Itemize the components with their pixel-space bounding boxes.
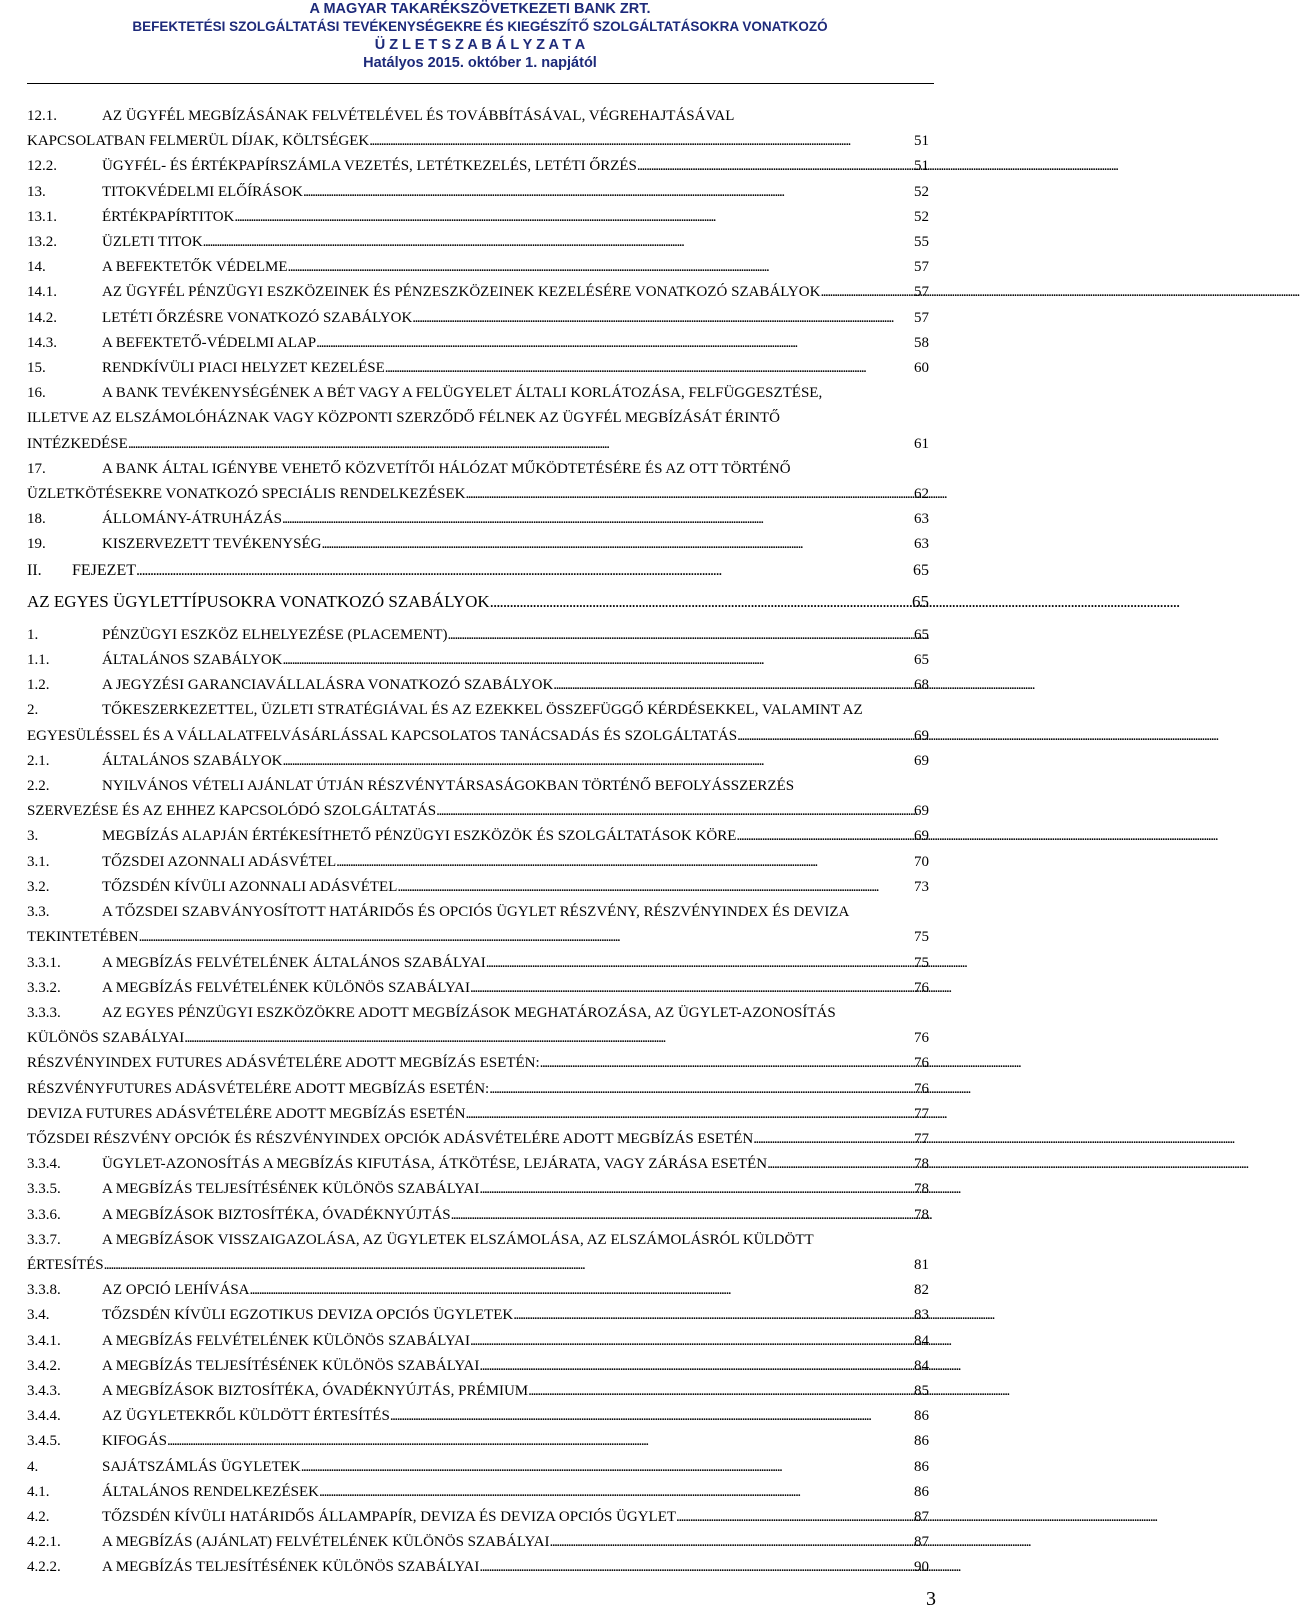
toc-entry-page: 86 <box>914 1408 929 1425</box>
toc-entry-title: A MEGBÍZÁS (AJÁNLAT) FELVÉTELÉNEK KÜLÖNÖS SZABÁLYAI <box>102 1534 550 1551</box>
toc-entry-title: ÜGYLET-AZONOSÍTÁS A MEGBÍZÁS KIFUTÁSA, ÁTKÖTÉSE, LEJÁRATA, VAGY ZÁRÁSA ESETÉN <box>102 1156 768 1173</box>
toc-entry-page: 90 <box>914 1559 929 1576</box>
toc-entry-number: 19. <box>27 536 46 553</box>
toc-leader-dots <box>479 1555 912 1580</box>
toc-entry-page: 63 <box>914 536 929 553</box>
toc-entry-title: ÁLTALÁNOS SZABÁLYOK <box>102 652 283 669</box>
toc-leader-dots <box>321 532 912 557</box>
toc-entry[interactable] <box>27 1127 929 1152</box>
toc-entry-page: 69 <box>914 803 929 820</box>
toc-leader-dots <box>736 824 912 849</box>
toc-entry-page: 75 <box>914 954 929 971</box>
toc-entry[interactable] <box>27 976 929 1001</box>
toc-leader-dots <box>288 255 912 280</box>
toc-entry-number: 4.2.2. <box>27 1559 61 1576</box>
toc-leader-dots <box>369 129 912 154</box>
toc-entry-page: 86 <box>914 1433 929 1450</box>
toc-entry-title: ÁLTALÁNOS SZABÁLYOK <box>102 752 283 769</box>
toc-leader-dots <box>767 1152 912 1177</box>
toc-entry-page: 75 <box>914 929 929 946</box>
toc-entry-number: 4.1. <box>27 1483 50 1500</box>
toc-entry-page: 57 <box>914 284 929 301</box>
toc-entry-page: 84 <box>914 1332 929 1349</box>
toc-entry-title: A MEGBÍZÁSOK VISSZAIGAZOLÁSA, AZ ÜGYLETEK ELSZÁMOLÁSA, AZ ELSZÁMOLÁSRÓL KÜLDÖTT <box>102 1231 814 1248</box>
toc-entry-page: 61 <box>914 435 929 452</box>
toc-leader-dots <box>128 432 912 457</box>
toc-entry-title: A MEGBÍZÁS FELVÉTELÉNEK KÜLÖNÖS SZABÁLYAI <box>102 979 470 996</box>
toc-entry[interactable] <box>27 205 929 230</box>
toc-entry-title: A MEGBÍZÁS TELJESÍTÉSÉNEK KÜLÖNÖS SZABÁLYAI <box>102 1357 480 1374</box>
toc-entry[interactable] <box>27 280 929 305</box>
toc-entry[interactable] <box>27 673 929 698</box>
toc-entry-title: A BEFEKTETŐ-VÉDELMI ALAP <box>102 334 317 351</box>
page-number: 3 <box>926 1588 936 1610</box>
toc-leader-dots <box>136 558 911 583</box>
toc-entry-number: 13. <box>27 183 46 200</box>
toc-entry-title: AZ EGYES PÉNZÜGYI ESZKÖZÖKRE ADOTT MEGBÍZÁSOK MEGHATÁROZÁSA, AZ ÜGYLET-AZONOSÍTÁS <box>102 1004 836 1021</box>
effective-date: Hatályos 2015. október 1. napjától <box>363 55 597 71</box>
toc-leader-dots <box>203 230 912 255</box>
toc-entry-title: A BEFEKTETŐK VÉDELME <box>102 259 288 276</box>
toc-entry-title: TŐKESZERKEZETTEL, ÜZLETI STRATÉGIÁVAL ÉS AZ EZEKKEL ÖSSZEFÜGGŐ KÉRDÉSEKKEL, VALAMINT AZ <box>102 702 863 719</box>
toc-entry-page: 69 <box>914 727 929 744</box>
toc-leader-dots <box>301 1455 912 1480</box>
toc-entry-page: 82 <box>914 1282 929 1299</box>
toc-entry[interactable] <box>27 850 929 875</box>
toc-leader-dots <box>753 1127 912 1152</box>
toc-entry[interactable] <box>27 1228 929 1278</box>
toc-entry-number: 12.1. <box>27 108 57 124</box>
toc-entry-page: 84 <box>914 1357 929 1374</box>
toc-entry[interactable] <box>27 824 929 849</box>
toc-entry-page: 65 <box>914 652 929 669</box>
toc-entry-page: 73 <box>914 878 929 895</box>
toc-entry-number: 12.2. <box>27 158 57 175</box>
toc-entry[interactable] <box>27 532 929 557</box>
toc-entry-page: 65 <box>914 626 929 643</box>
toc-leader-dots <box>316 331 912 356</box>
toc-leader-dots <box>820 280 912 305</box>
toc-entry-page: 65 <box>913 561 929 579</box>
toc-leader-dots <box>637 154 912 179</box>
toc-leader-dots <box>282 507 912 532</box>
toc-entry-title: INTÉZKEDÉSE <box>27 435 128 452</box>
toc-entry-title: EGYESÜLÉSSEL ÉS A VÁLLALATFELVÁSÁRLÁSSAL KAPCSOLATOS TANÁCSADÁS ÉS SZOLGÁLTATÁS <box>27 727 738 744</box>
toc-entry-number: 3.3.8. <box>27 1282 61 1299</box>
toc-leader-dots <box>676 1505 912 1530</box>
toc-leader-dots <box>336 850 912 875</box>
toc-entry-number: 14. <box>27 259 46 276</box>
toc-entry[interactable] <box>27 774 929 824</box>
toc-entry-page: 76 <box>914 1030 929 1047</box>
toc-entry-number: 3.3.1. <box>27 954 61 971</box>
toc-entry[interactable] <box>27 180 929 205</box>
toc-entry-title: AZ EGYES ÜGYLETTÍPUSOKRA VONATKOZÓ SZABÁLYOK <box>27 591 490 611</box>
toc-entry-number: 2. <box>27 702 39 719</box>
toc-entry-number: 18. <box>27 511 46 528</box>
toc-entry-title: RENDKÍVÜLI PIACI HELYZET KEZELÉSE <box>102 360 385 377</box>
toc-leader-dots <box>479 1177 912 1202</box>
toc-entry[interactable] <box>27 255 929 280</box>
toc-entry[interactable] <box>27 1177 929 1202</box>
toc-entry-title: A JEGYZÉSI GARANCIAVÁLLALÁSRA VONATKOZÓ SZABÁLYOK <box>102 677 554 694</box>
toc-leader-dots <box>139 925 912 950</box>
toc-entry[interactable] <box>27 875 929 900</box>
toc-leader-dots <box>470 976 912 1001</box>
toc-entry-page: 51 <box>914 158 929 175</box>
document-title: Ü Z L E T S Z A B Á L Y Z A T A <box>374 37 586 53</box>
toc-entry[interactable] <box>27 1354 929 1379</box>
toc-leader-dots <box>528 1379 912 1404</box>
toc-entry-title: KÜLÖNÖS SZABÁLYAI <box>27 1030 185 1047</box>
toc-entry[interactable] <box>27 951 929 976</box>
toc-entry-title: TŐZSDEI RÉSZVÉNY OPCIÓK ÉS RÉSZVÉNYINDEX OPCIÓK ADÁSVÉTELÉRE ADOTT MEGBÍZÁS ESETÉN <box>27 1130 754 1147</box>
toc-entry-page: 76 <box>914 1080 929 1097</box>
toc-leader-dots <box>470 1329 912 1354</box>
toc-entry-number: 3.4.5. <box>27 1433 61 1450</box>
toc-entry[interactable] <box>27 356 929 381</box>
toc-entry-number: II. <box>27 561 42 579</box>
toc-entry[interactable] <box>27 1505 929 1530</box>
toc-entry-number: 14.3. <box>27 334 57 351</box>
table-of-contents <box>27 104 929 1581</box>
toc-entry-number: 3.3.7. <box>27 1231 61 1248</box>
toc-entry-title: A BANK ÁLTAL IGÉNYBE VEHETŐ KÖZVETÍTŐI HÁLÓZAT MŰKÖDTETÉSÉRE ÉS AZ OTT TÖRTÉNŐ <box>102 460 791 477</box>
toc-entry-title: PÉNZÜGYI ESZKÖZ ELHELYEZÉSE (PLACEMENT) <box>102 626 448 643</box>
toc-entry-page: 65 <box>912 591 929 611</box>
toc-entry-page: 83 <box>914 1307 929 1324</box>
toc-entry-number: 3.3.6. <box>27 1206 61 1223</box>
toc-entry-page: 70 <box>914 853 929 870</box>
toc-entry-title: KIFOGÁS <box>102 1433 168 1450</box>
toc-leader-dots <box>234 205 912 230</box>
toc-entry-page: 69 <box>914 752 929 769</box>
toc-entry[interactable] <box>27 331 929 356</box>
toc-leader-dots <box>465 482 912 507</box>
toc-leader-dots <box>436 799 912 824</box>
toc-entry[interactable] <box>27 1429 929 1454</box>
toc-entry-title: ÜZLETI TITOK <box>102 234 203 251</box>
toc-entry-title: TŐZSDÉN KÍVÜLI AZONNALI ADÁSVÉTEL <box>102 878 398 895</box>
toc-entry-title: ILLETVE AZ ELSZÁMOLÓHÁZNAK VAGY KÖZPONTI SZERZŐDŐ FÉLNEK AZ ÜGYFÉL MEGBÍZÁSÁT ÉRINTŐ <box>27 410 781 427</box>
toc-entry-page: 78 <box>914 1181 929 1198</box>
toc-entry-title: MEGBÍZÁS ALAPJÁN ÉRTÉKESÍTHETŐ PÉNZÜGYI ESZKÖZÖK ÉS SZOLGÁLTATÁSOK KÖRE <box>102 828 737 845</box>
toc-leader-dots <box>283 749 913 774</box>
toc-entry-number: 3. <box>27 828 39 845</box>
toc-leader-dots <box>553 673 912 698</box>
toc-leader-dots <box>250 1278 913 1303</box>
toc-entry[interactable] <box>27 558 929 583</box>
toc-entry-title: TITOKVÉDELMI ELŐÍRÁSOK <box>102 183 303 200</box>
toc-entry-page: 68 <box>914 677 929 694</box>
toc-entry-title: NYILVÁNOS VÉTELI AJÁNLAT ÚTJÁN RÉSZVÉNYTÁRSASÁGOKBAN TÖRTÉNŐ BEFOLYÁSSZERZÉS <box>102 778 795 795</box>
toc-leader-dots <box>412 306 912 331</box>
toc-entry[interactable] <box>27 648 929 673</box>
toc-entry-page: 78 <box>914 1156 929 1173</box>
document-header <box>0 0 960 72</box>
toc-leader-dots <box>390 1404 912 1429</box>
toc-entry-title: A MEGBÍZÁS TELJESÍTÉSÉNEK KÜLÖNÖS SZABÁLYAI <box>102 1559 480 1576</box>
toc-entry-number: 3.3.5. <box>27 1181 61 1198</box>
toc-entry-title: AZ OPCIÓ LEHÍVÁSA <box>102 1282 250 1299</box>
toc-entry[interactable] <box>27 1077 929 1102</box>
toc-entry-number: 1. <box>27 626 39 643</box>
toc-entry-title: TŐZSDÉN KÍVÜLI EGZOTIKUS DEVIZA OPCIÓS ÜGYLETEK <box>102 1307 514 1324</box>
toc-leader-dots <box>397 875 912 900</box>
toc-entry-number: 3.1. <box>27 853 50 870</box>
toc-entry-page: 85 <box>914 1382 929 1399</box>
toc-entry-title: ÜGYFÉL- ÉS ÉRTÉKPAPÍRSZÁMLA VEZETÉS, LETÉTKEZELÉS, LETÉTI ŐRZÉS <box>102 158 637 175</box>
toc-entry-title: KAPCSOLATBAN FELMERÜL DÍJAK, KÖLTSÉGEK <box>27 133 370 150</box>
toc-leader-dots <box>540 1051 912 1076</box>
toc-entry-title: KISZERVEZETT TEVÉKENYSÉG <box>102 536 322 553</box>
toc-entry[interactable] <box>27 306 929 331</box>
toc-entry-title: A BANK TEVÉKENYSÉGÉNEK A BÉT VAGY A FELÜGYELET ÁLTALI KORLÁTOZÁSA, FELFÜGGESZTÉSE, <box>102 385 823 402</box>
toc-entry[interactable] <box>27 457 929 507</box>
toc-entry-number: 3.3.3. <box>27 1004 61 1021</box>
toc-entry-number: 16. <box>27 385 46 402</box>
toc-leader-dots <box>479 1354 912 1379</box>
toc-entry[interactable] <box>27 507 929 532</box>
toc-entry-title: A TŐZSDEI SZABVÁNYOSÍTOTT HATÁRIDŐS ÉS OPCIÓS ÜGYLET RÉSZVÉNY, RÉSZVÉNYINDEX ÉS DEVIZA <box>102 904 850 921</box>
toc-entry[interactable] <box>27 154 929 179</box>
toc-entry-title: SAJÁTSZÁMLÁS ÜGYLETEK <box>102 1458 301 1475</box>
toc-entry-number: 3.4.4. <box>27 1408 61 1425</box>
toc-entry-number: 2.1. <box>27 752 50 769</box>
toc-entry-page: 55 <box>914 234 929 251</box>
toc-entry-title: TEKINTETÉBEN <box>27 929 139 946</box>
toc-entry-page: 78 <box>914 1206 929 1223</box>
toc-entry[interactable] <box>27 1555 929 1580</box>
toc-entry[interactable] <box>27 381 929 457</box>
toc-entry-number: 3.3.2. <box>27 979 61 996</box>
toc-entry[interactable] <box>27 230 929 255</box>
toc-leader-dots <box>167 1429 912 1454</box>
toc-entry-number: 4.2. <box>27 1508 50 1525</box>
toc-entry-title: RÉSZVÉNYINDEX FUTURES ADÁSVÉTELÉRE ADOTT MEGBÍZÁS ESETÉN: <box>27 1055 540 1072</box>
toc-entry-page: 76 <box>914 979 929 996</box>
toc-entry-number: 4. <box>27 1458 39 1475</box>
toc-entry-number: 17. <box>27 460 46 477</box>
toc-entry[interactable] <box>27 1530 929 1555</box>
toc-entry[interactable] <box>27 698 929 748</box>
toc-entry[interactable] <box>27 1001 929 1051</box>
toc-leader-dots <box>184 1026 912 1051</box>
toc-entry-title: DEVIZA FUTURES ADÁSVÉTELÉRE ADOTT MEGBÍZÁS ESETÉN <box>27 1105 466 1122</box>
toc-entry-title: A MEGBÍZÁSOK BIZTOSÍTÉKA, ÓVADÉKNYÚJTÁS <box>102 1206 451 1223</box>
toc-entry-page: 62 <box>914 486 929 503</box>
toc-entry-number: 14.1. <box>27 284 57 301</box>
toc-entry-number: 3.4.3. <box>27 1382 61 1399</box>
toc-entry-number: 3.2. <box>27 878 50 895</box>
toc-entry-title: TŐZSDEI AZONNALI ADÁSVÉTEL <box>102 853 337 870</box>
toc-entry-page: 63 <box>914 511 929 528</box>
toc-entry-page: 76 <box>914 1055 929 1072</box>
toc-leader-dots <box>448 623 912 648</box>
toc-leader-dots <box>465 1102 912 1127</box>
toc-entry[interactable] <box>27 1278 929 1303</box>
toc-entry-title: FEJEZET <box>72 561 136 579</box>
toc-entry-page: 87 <box>914 1508 929 1525</box>
toc-entry-page: 77 <box>914 1130 929 1147</box>
toc-entry-number: 14.2. <box>27 309 57 326</box>
toc-entry[interactable] <box>27 1480 929 1505</box>
toc-leader-dots <box>104 1253 912 1278</box>
toc-leader-dots <box>486 951 912 976</box>
toc-entry[interactable] <box>27 900 929 950</box>
document-subtitle: BEFEKTETÉSI SZOLGÁLTATÁSI TEVÉKENYSÉGEKRE ÉS KIEGÉSZÍTŐ SZOLGÁLTATÁSOKRA VONATKOZÓ <box>132 19 828 34</box>
toc-entry-title: LETÉTI ŐRZÉSRE VONATKOZÓ SZABÁLYOK <box>102 309 413 326</box>
toc-entry[interactable] <box>27 1379 929 1404</box>
toc-entry[interactable] <box>27 1152 929 1177</box>
toc-entry-number: 3.3. <box>27 904 50 921</box>
toc-entry-number: 13.1. <box>27 208 57 225</box>
toc-entry-page: 52 <box>914 208 929 225</box>
toc-leader-dots <box>319 1480 912 1505</box>
toc-entry-title: AZ ÜGYFÉL PÉNZÜGYI ESZKÖZEINEK ÉS PÉNZESZKÖZEINEK KEZELÉSÉRE VONATKOZÓ SZABÁLYOK <box>102 284 821 301</box>
toc-entry[interactable] <box>27 623 929 648</box>
toc-entry-title: RÉSZVÉNYFUTURES ADÁSVÉTELÉRE ADOTT MEGBÍZÁS ESETÉN: <box>27 1080 490 1097</box>
header-divider <box>27 83 934 84</box>
toc-entry-page: 86 <box>914 1458 929 1475</box>
toc-entry-page: 51 <box>914 133 929 150</box>
toc-entry[interactable] <box>27 1051 929 1076</box>
toc-entry-page: 86 <box>914 1483 929 1500</box>
toc-leader-dots <box>489 1077 912 1102</box>
toc-entry-title: TŐZSDÉN KÍVÜLI HATÁRIDŐS ÁLLAMPAPÍR, DEVIZA ÉS DEVIZA OPCIÓS ÜGYLET <box>102 1508 677 1525</box>
toc-leader-dots <box>490 587 910 617</box>
toc-entry-title: A MEGBÍZÁS FELVÉTELÉNEK KÜLÖNÖS SZABÁLYAI <box>102 1332 470 1349</box>
toc-entry-title: A MEGBÍZÁS TELJESÍTÉSÉNEK KÜLÖNÖS SZABÁLYAI <box>102 1181 480 1198</box>
toc-entry[interactable] <box>27 1102 929 1127</box>
toc-entry-page: 52 <box>914 183 929 200</box>
toc-entry[interactable] <box>27 104 929 154</box>
toc-leader-dots <box>385 356 912 381</box>
toc-entry-title: A MEGBÍZÁSOK BIZTOSÍTÉKA, ÓVADÉKNYÚJTÁS, PRÉMIUM <box>102 1382 529 1399</box>
toc-leader-dots <box>451 1203 912 1228</box>
toc-entry-number: 15. <box>27 360 46 377</box>
bank-name: A MAGYAR TAKARÉKSZÖVETKEZETI BANK ZRT. <box>309 1 651 17</box>
toc-entry[interactable] <box>27 1303 929 1328</box>
toc-entry[interactable] <box>27 749 929 774</box>
toc-entry-number: 3.3.4. <box>27 1156 61 1173</box>
toc-entry[interactable] <box>27 587 929 617</box>
toc-entry-number: 3.4.1. <box>27 1332 61 1349</box>
toc-entry-page: 58 <box>914 334 929 351</box>
toc-leader-dots <box>513 1303 912 1328</box>
toc-entry-number: 4.2.1. <box>27 1534 61 1551</box>
toc-entry[interactable] <box>27 1404 929 1429</box>
toc-entry-title: AZ ÜGYLETEKRŐL KÜLDÖTT ÉRTESÍTÉS <box>102 1408 390 1425</box>
toc-entry-page: 57 <box>914 309 929 326</box>
toc-entry-title: AZ ÜGYFÉL MEGBÍZÁSÁNAK FELVÉTELÉVEL ÉS TOVÁBBÍTÁSÁVAL, VÉGREHAJTÁSÁVAL <box>102 108 735 124</box>
toc-leader-dots <box>737 724 912 749</box>
toc-entry-page: 57 <box>914 259 929 276</box>
toc-leader-dots <box>550 1530 912 1555</box>
toc-entry[interactable] <box>27 1203 929 1228</box>
toc-leader-dots <box>303 180 912 205</box>
toc-entry-title: ÁLTALÁNOS RENDELKEZÉSEK <box>102 1483 319 1500</box>
toc-entry-number: 3.4.2. <box>27 1357 61 1374</box>
toc-entry-number: 13.2. <box>27 234 57 251</box>
toc-entry-page: 81 <box>914 1256 929 1273</box>
toc-entry-number: 1.1. <box>27 652 50 669</box>
toc-entry-page: 87 <box>914 1534 929 1551</box>
toc-entry-title: ÜZLETKÖTÉSEKRE VONATKOZÓ SPECIÁLIS RENDELKEZÉSEK <box>27 486 466 503</box>
toc-entry-number: 2.2. <box>27 778 50 795</box>
toc-entry-number: 3.4. <box>27 1307 50 1324</box>
toc-entry[interactable] <box>27 1329 929 1354</box>
toc-entry-page: 60 <box>914 360 929 377</box>
toc-entry-title: ÉRTESÍTÉS <box>27 1256 104 1273</box>
toc-entry-page: 69 <box>914 828 929 845</box>
toc-entry-title: A MEGBÍZÁS FELVÉTELÉNEK ÁLTALÁNOS SZABÁLYAI <box>102 954 486 971</box>
toc-entry-title: ÁLLOMÁNY-ÁTRUHÁZÁS <box>102 511 282 528</box>
toc-entry-page: 77 <box>914 1105 929 1122</box>
toc-entry-title: SZERVEZÉSE ÉS AZ EHHEZ KAPCSOLÓDÓ SZOLGÁLTATÁS <box>27 803 437 820</box>
toc-entry[interactable] <box>27 1455 929 1480</box>
toc-entry-title: ÉRTÉKPAPÍRTITOK <box>102 208 235 225</box>
toc-entry-number: 1.2. <box>27 677 50 694</box>
toc-leader-dots <box>283 648 913 673</box>
